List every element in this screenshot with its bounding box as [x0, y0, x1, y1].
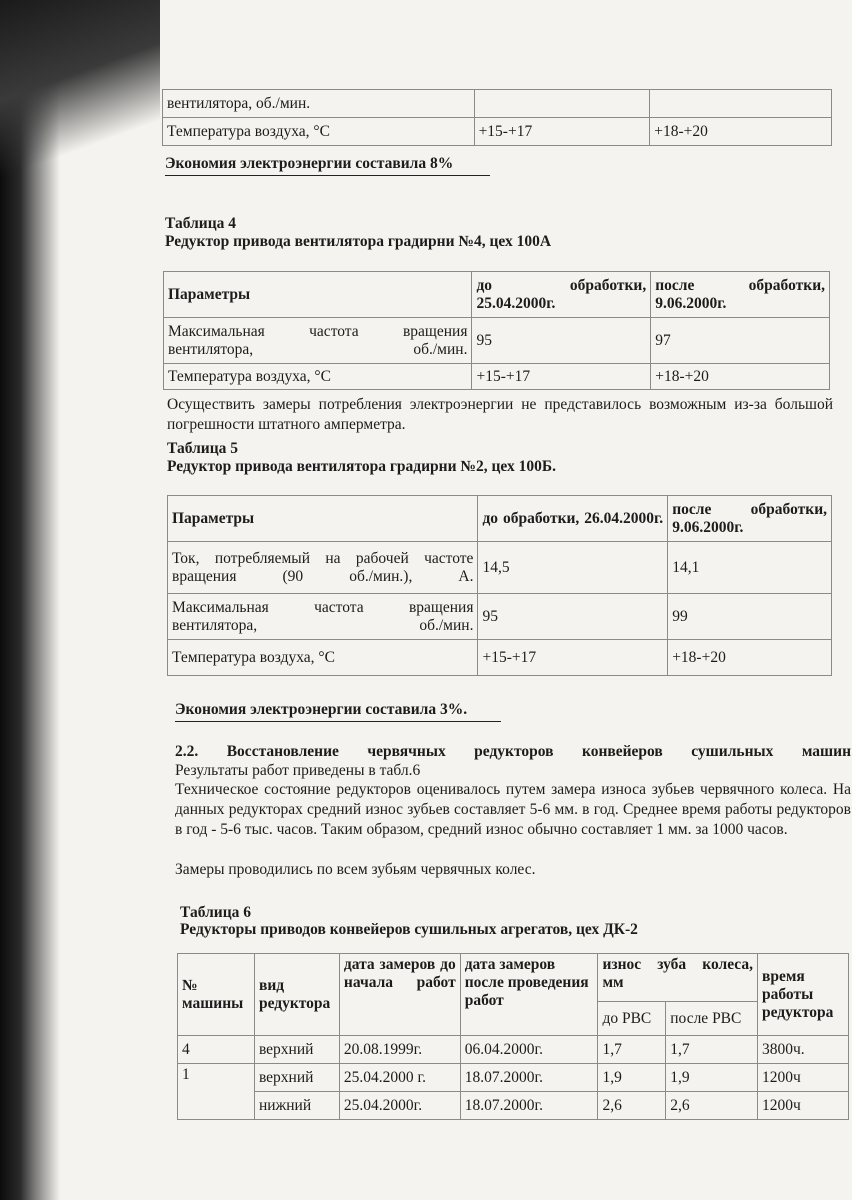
header-cell: дата замеров после проведения работ: [460, 954, 598, 1036]
table-cell: 14,5: [478, 542, 668, 594]
table-cell: 1: [178, 1064, 255, 1120]
table4-caption: Таблица 4: [165, 215, 236, 232]
savings-note-3: Экономия электроэнергии составила 3%.: [175, 700, 501, 722]
table-row: [163, 90, 832, 118]
table4: [163, 271, 830, 390]
table-cell: верхний: [254, 1064, 339, 1092]
header-cell: до обработки, 26.04.2000г.: [478, 496, 668, 542]
header-cell: вид редуктора: [254, 954, 339, 1036]
header-cell: после обработки, 9.06.2000г.: [668, 496, 832, 542]
table6: [177, 953, 849, 1120]
table-cell: Температура воздуха, °С: [168, 640, 478, 676]
table-cell: 06.04.2000г.: [460, 1036, 598, 1064]
savings-note-8: Экономия электроэнергии составила 8%: [165, 154, 490, 176]
table-row: [164, 318, 830, 364]
table-row: [164, 364, 830, 390]
table-cell: Ток, потребляемый на рабочей частоте вращения (90 об./мин.), А.: [168, 542, 478, 594]
table-cell: [474, 90, 650, 118]
table6-caption: Таблица 6: [180, 904, 251, 921]
header-cell: Параметры: [164, 272, 472, 318]
table-cell: 1,9: [666, 1064, 758, 1092]
section-paragraph-2: Техническое состояние редукторов оценивалось путем замера износа зубьев червячного колеса. На данных редукторах средний износ зубьев составляет 5-6 мм. в год. Среднее время работы редукторов в год - 5-6 тыс. часов. Таким образом, средний износ обычно составляет 1 мм. за 1000 часов.: [175, 781, 851, 838]
table-top-continuation: [162, 89, 832, 146]
table-cell: 18.07.2000г.: [460, 1092, 598, 1120]
table-cell: 3800ч.: [758, 1036, 849, 1064]
table-cell: +18-+20: [651, 364, 830, 390]
section-paragraph-1: Результаты работ приведены в табл.6: [175, 762, 421, 779]
table5-caption: Таблица 5: [167, 440, 238, 457]
table-row: [178, 1064, 849, 1092]
table-cell: 95: [472, 318, 651, 364]
table-row: [168, 594, 832, 640]
table-cell: 1200ч: [758, 1064, 849, 1092]
header-cell: № машины: [178, 954, 255, 1036]
header-cell: до обработки, 25.04.2000г.: [472, 272, 651, 318]
header-cell: после РВС: [666, 1002, 758, 1036]
header-cell: Параметры: [168, 496, 478, 542]
table-cell: 20.08.1999г.: [339, 1036, 460, 1064]
table-cell: 99: [668, 594, 832, 640]
table-cell: 25.04.2000г.: [339, 1092, 460, 1120]
table-cell: +15-+17: [472, 364, 651, 390]
table-cell: нижний: [254, 1092, 339, 1120]
table-cell: +15-+17: [478, 640, 668, 676]
table-row: [163, 118, 832, 146]
header-cell: время работы редуктора: [758, 954, 849, 1036]
table-cell: 1,7: [598, 1036, 666, 1064]
section-heading: 2.2. Восстановление червячных редукторов конвейеров сушильных машин: [175, 743, 851, 760]
table-cell: [650, 90, 832, 118]
table-cell: +18-+20: [650, 118, 832, 146]
table-cell: 4: [178, 1036, 255, 1064]
table-cell: 2,6: [598, 1092, 666, 1120]
table6-title: Редукторы приводов конвейеров сушильных агрегатов, цех ДК-2: [180, 921, 638, 938]
table-cell: +18-+20: [668, 640, 832, 676]
table-header-row: [178, 954, 849, 1002]
table-cell: верхний: [254, 1036, 339, 1064]
table-cell: 14,1: [668, 542, 832, 594]
table-cell: Максимальная частота вращения вентилятора, об./мин.: [168, 594, 478, 640]
table-cell: 97: [651, 318, 830, 364]
table-row: [178, 1036, 849, 1064]
section-paragraph-3: Замеры проводились по всем зубьям червячных колес.: [175, 861, 536, 878]
table-cell: Температура воздуха, °С: [164, 364, 472, 390]
table-header-row: [168, 496, 832, 542]
table-cell: 95: [478, 594, 668, 640]
table-cell: +15-+17: [474, 118, 650, 146]
table-header-row: [164, 272, 830, 318]
table-cell: 18.07.2000г.: [460, 1064, 598, 1092]
table-cell: 1,7: [666, 1036, 758, 1064]
table-cell: 1,9: [598, 1064, 666, 1092]
table-cell: 25.04.2000 г.: [339, 1064, 460, 1092]
table-cell: 1200ч: [758, 1092, 849, 1120]
table4-note: Осуществить замеры потребления электроэнергии не представилось возможным из-за большой погрешности штатного амперметра.: [167, 396, 833, 433]
header-cell: износ зуба колеса, мм: [598, 954, 758, 1002]
table-row: [168, 542, 832, 594]
table-cell: Температура воздуха, °С: [163, 118, 475, 146]
header-cell: до РВС: [598, 1002, 666, 1036]
table5: [167, 495, 832, 676]
table-cell: Максимальная частота вращения вентилятора, об./мин.: [164, 318, 472, 364]
table4-title: Редуктор привода вентилятора градирни №4, цех 100А: [165, 233, 552, 250]
table-cell: 2,6: [666, 1092, 758, 1120]
header-cell: после обработки, 9.06.2000г.: [651, 272, 830, 318]
table-row: [168, 640, 832, 676]
table5-title: Редуктор привода вентилятора градирни №2, цех 100Б.: [167, 458, 556, 475]
table-row: [178, 1092, 849, 1120]
table-cell: вентилятора, об./мин.: [163, 90, 475, 118]
header-cell: дата замеров до начала работ: [339, 954, 460, 1036]
